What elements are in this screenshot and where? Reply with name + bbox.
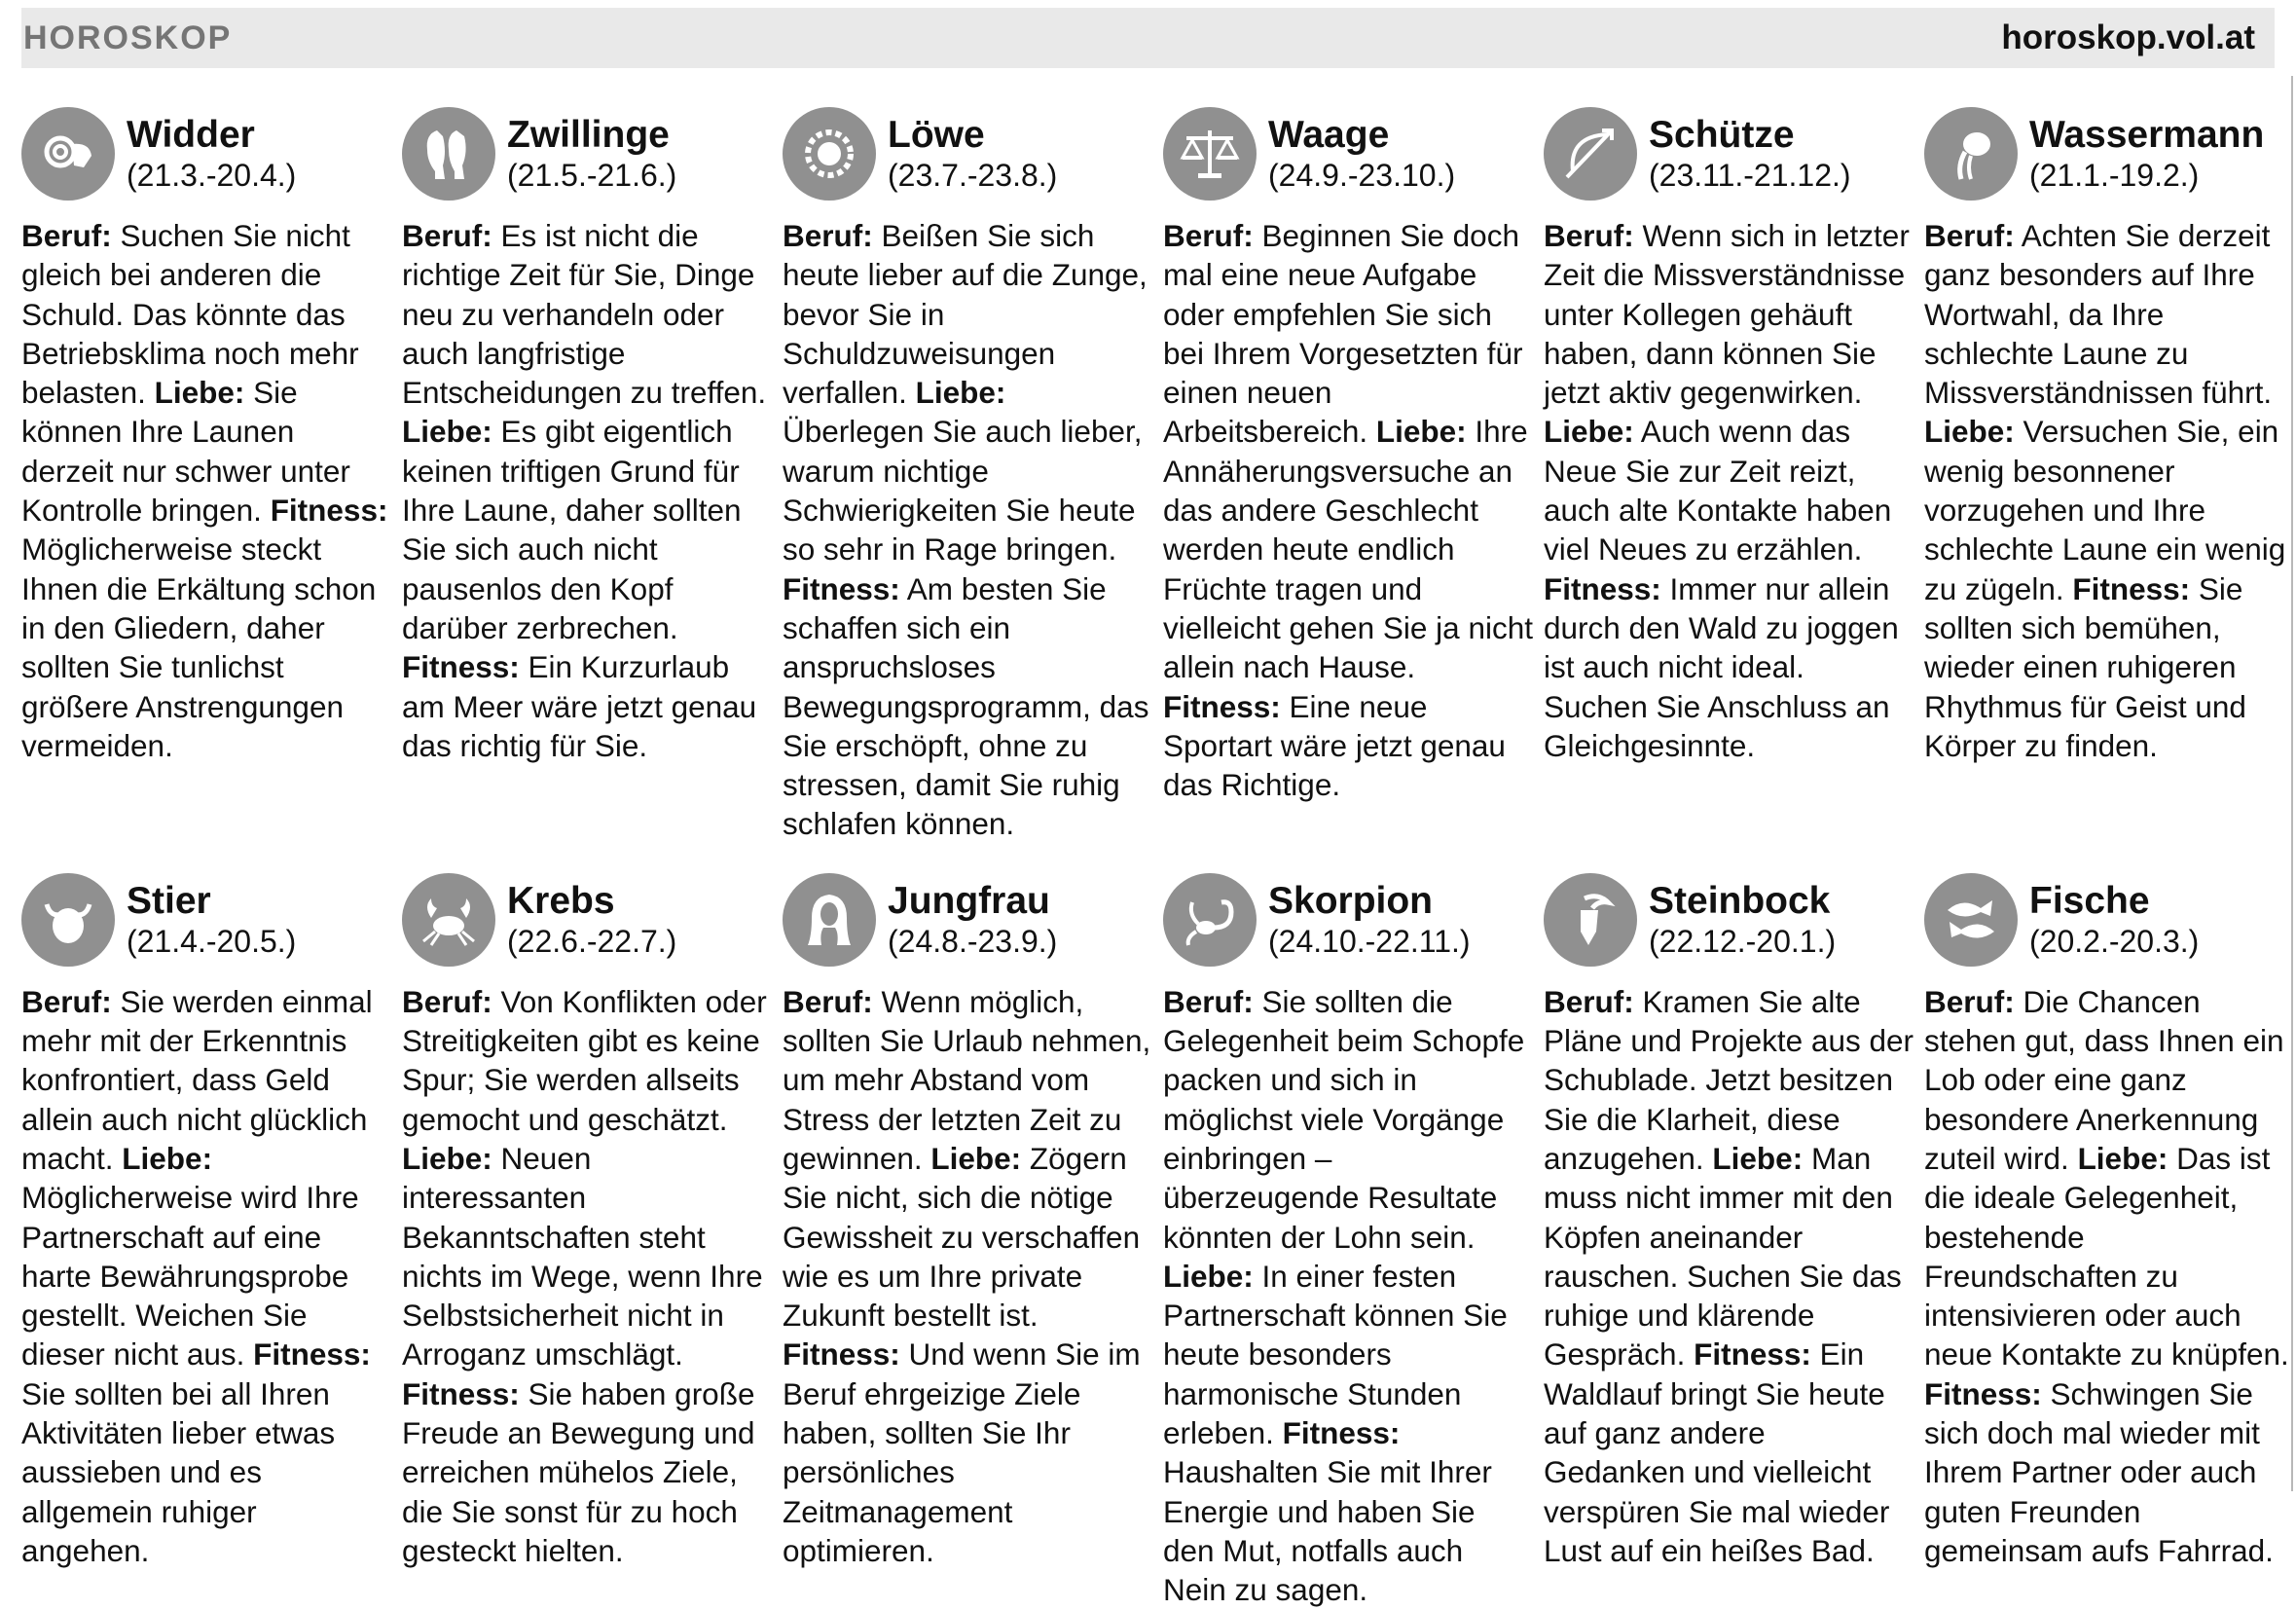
- sign-dates: (24.10.-22.11.): [1268, 923, 1471, 959]
- lion-icon: [783, 107, 876, 201]
- sign-text: Beruf: Es ist nicht die richtige Zeit für Sie, Dinge neu zu verhandeln oder auch langfristige Entscheidungen zu treffen. Liebe: Es gibt eigentlich keinen triftigen Grund für Ihre Laune, daher sollten Sie sich auch nicht pausenlos den Kopf darüber zerbrechen. Fitness: Ein Kurzurlaub am Meer wäre jetzt genau das richtig für Sie.: [402, 218, 767, 763]
- water-bearer-icon: [1924, 107, 2018, 201]
- sign-name: Widder: [127, 114, 255, 156]
- sign-card-zwillinge: [402, 107, 783, 844]
- sign-dates: (22.12.-20.1.): [1649, 923, 1837, 959]
- ram-icon: [21, 107, 115, 201]
- sign-name: Zwillinge: [507, 114, 670, 156]
- sign-name: Wassermann: [2029, 114, 2265, 156]
- sign-name: Waage: [1268, 114, 1390, 156]
- scales-icon: [1163, 107, 1257, 201]
- sign-text: Beruf: Die Chancen stehen gut, dass Ihnen ein Lob oder eine ganz besondere Anerkennung zuteil wird. Liebe: Das ist die ideale Gelegenheit, bestehende Freundschaften zu intensivieren oder auch neue Kontakte zu knüpfen. Fitness: Schwingen Sie sich doch mal wieder mit Ihrem Partner oder auch guten Freunden gemeinsam aufs Fahrrad.: [1924, 983, 2289, 1568]
- sign-name: Jungfrau: [888, 879, 1050, 922]
- sign-text: Beruf: Kramen Sie alte Pläne und Projekte aus der Schublade. Jetzt besitzen Sie die Klarheit, diese anzugehen. Liebe: Man muss nicht immer mit den Köpfen aneinander rauschen. Suchen Sie das ruhige und klärende Gespräch. Fitness: Ein Waldlauf bringt Sie heute auf ganz andere Gedanken und vielleicht verspüren Sie mal wieder Lust auf ein heißes Bad.: [1544, 983, 1913, 1568]
- sign-text: Beruf: Sie sollten die Gelegenheit beim Schopfe packen und sich in möglichst viele Vorgänge einbringen – überzeugende Resultate könnten der Lohn sein. Liebe: In einer festen Partnerschaft können Sie heute besonders harmonische Stunden erleben. Fitness: Haushalten Sie mit Ihrer Energie und haben Sie den Mut, notfalls auch Nein zu sagen.: [1163, 983, 1525, 1608]
- sign-card-loewe: [783, 107, 1163, 844]
- crab-icon: [402, 873, 495, 967]
- sign-dates: (21.5.-21.6.): [507, 158, 677, 193]
- sign-dates: (21.4.-20.5.): [127, 923, 297, 959]
- sign-name: Stier: [127, 879, 211, 922]
- bull-icon: [21, 873, 115, 967]
- scorpion-icon: [1163, 873, 1257, 967]
- sign-text: Beruf: Wenn möglich, sollten Sie Urlaub nehmen, um mehr Abstand vom Stress der letzten Zeit zu gewinnen. Liebe: Zögern Sie nicht, sich die nötige Gewissheit zu verschaffen wie es um Ihre private Zukunft bestellt ist. Fitness: Und wenn Sie im Beruf ehrgeizige Ziele haben, sollten Sie Ihr persönliches Zeitmanagement optimieren.: [783, 983, 1151, 1568]
- sign-name: Schütze: [1649, 114, 1795, 156]
- twins-icon: [402, 107, 495, 201]
- sign-dates: (23.7.-23.8.): [888, 158, 1058, 193]
- sign-name: Steinbock: [1649, 879, 1831, 922]
- page-title: HOROSKOP: [23, 18, 233, 56]
- sign-dates: (22.6.-22.7.): [507, 923, 677, 959]
- sign-dates: (21.1.-19.2.): [2029, 158, 2200, 193]
- sign-text: Beruf: Achten Sie derzeit ganz besonders auf Ihre Wortwahl, da Ihre schlechte Laune zu Missverständnissen führt. Liebe: Versuchen Sie, ein wenig besonnener vorzugehen und Ihre schlechte Laune ein wenig zu zügeln. Fitness: Sie sollten sich bemühen, wieder einen ruhigeren Rhythmus für Geist und Körper zu finden.: [1924, 218, 2286, 763]
- sign-dates: (21.3.-20.4.): [127, 158, 297, 193]
- sign-name: Löwe: [888, 114, 985, 156]
- sign-dates: (23.11.-21.12.): [1649, 158, 1851, 193]
- sign-dates: (24.8.-23.9.): [888, 923, 1058, 959]
- sign-dates: (24.9.-23.10.): [1268, 158, 1456, 193]
- sign-card-krebs: [402, 873, 783, 1610]
- sign-text: Beruf: Beginnen Sie doch mal eine neue Aufgabe oder empfehlen Sie sich bei Ihrem Vorgesetzten für einen neuen Arbeitsbereich. Liebe: Ihre Annäherungsversuche an das andere Geschlecht werden heute endlich Früchte tragen und vielleicht gehen Sie ja nicht allein nach Hause. Fitness: Eine neue Sportart wäre jetzt genau das Richtige.: [1163, 218, 1533, 803]
- sign-card-wassermann: [1924, 107, 2296, 844]
- sign-card-stier: [21, 873, 402, 1610]
- sign-name: Fische: [2029, 879, 2150, 922]
- sign-name: Krebs: [507, 879, 615, 922]
- sign-card-skorpion: [1163, 873, 1544, 1610]
- sign-text: Beruf: Beißen Sie sich heute lieber auf die Zunge, bevor Sie in Schuldzuweisungen verfallen. Liebe: Überlegen Sie auch lieber, warum nichtige Schwierigkeiten Sie heute so sehr in Rage bringen. Fitness: Am besten Sie schaffen sich ein anspruchsloses Bewegungsprogramm, das Sie erschöpft, ohne zu stressen, damit Sie ruhig schlafen können.: [783, 218, 1149, 842]
- page-header: [21, 8, 2275, 68]
- sign-name: Skorpion: [1268, 879, 1434, 922]
- horoscope-grid: [21, 107, 2289, 1610]
- sign-text: Beruf: Wenn sich in letzter Zeit die Missverständnisse unter Kollegen gehäuft haben, dann können Sie jetzt aktiv gegenwirken. Liebe: Auch wenn das Neue Sie zur Zeit reizt, auch alte Kontakte haben viel Neues zu erzählen. Fitness: Immer nur allein durch den Wald zu joggen ist auch nicht ideal. Suchen Sie Anschluss an Gleichgesinnte.: [1544, 218, 1910, 763]
- sign-card-widder: [21, 107, 402, 844]
- sign-card-schuetze: [1544, 107, 1924, 844]
- sign-text: Beruf: Suchen Sie nicht gleich bei anderen die Schuld. Das könnte das Betriebsklima noch mehr belasten. Liebe: Sie können Ihre Launen derzeit nur schwer unter Kontrolle bringen. Fitness: Möglicherweise steckt Ihnen die Erkältung schon in den Gliedern, daher sollten Sie tunlichst größere Anstrengungen vermeiden.: [21, 218, 388, 763]
- site-url: horoskop.vol.at: [2001, 18, 2255, 56]
- sign-text: Beruf: Von Konflikten oder Streitigkeiten gibt es keine Spur; Sie werden allseits gemocht und geschätzt. Liebe: Neuen interessanten Bekanntschaften steht nichts im Wege, wenn Ihre Selbstsicherheit nicht in Arroganz umschlägt. Fitness: Sie haben große Freude an Bewegung und erreichen mühelos Ziele, die Sie sonst für zu hoch gesteckt hielten.: [402, 983, 767, 1568]
- archer-icon: [1544, 107, 1637, 201]
- sign-card-waage: [1163, 107, 1544, 844]
- sign-dates: (20.2.-20.3.): [2029, 923, 2200, 959]
- goat-icon: [1544, 873, 1637, 967]
- sign-card-jungfrau: [783, 873, 1163, 1610]
- sign-card-steinbock: [1544, 873, 1924, 1610]
- virgin-icon: [783, 873, 876, 967]
- sign-card-fische: [1924, 873, 2296, 1610]
- fish-icon: [1924, 873, 2018, 967]
- sign-text: Beruf: Sie werden einmal mehr mit der Erkenntnis konfrontiert, dass Geld allein auch nicht glücklich macht. Liebe: Möglicherweise wird Ihre Partnerschaft auf eine harte Bewährungsprobe gestellt. Weichen Sie dieser nicht aus. Fitness: Sie sollten bei all Ihren Aktivitäten lieber etwas aussieben und es allgemein ruhiger angehen.: [21, 983, 373, 1568]
